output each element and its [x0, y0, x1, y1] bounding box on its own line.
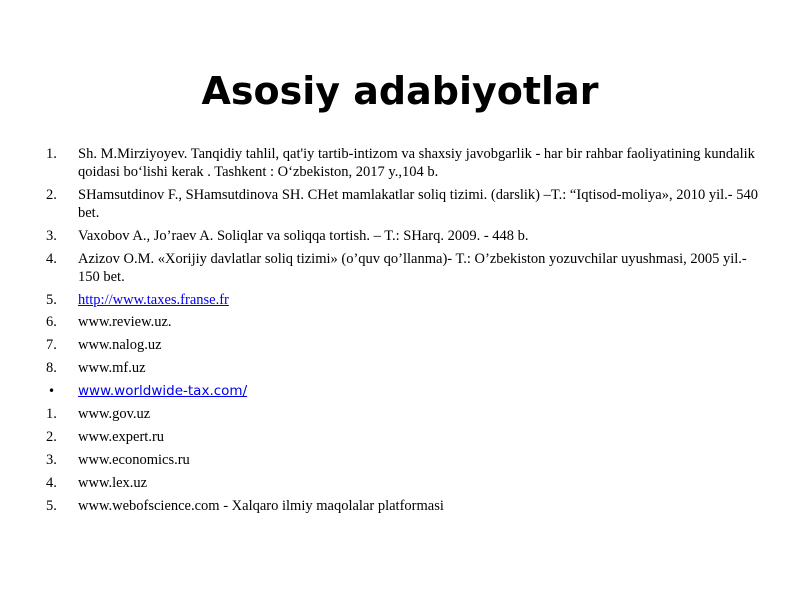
- list-marker: 1.: [46, 146, 57, 162]
- reference-text: Vaxobov A., Jo’raev A. Soliqlar va soliqqa tortish. – T.: SHarq. 2009. - 448 b.: [78, 227, 529, 244]
- reference-text: www.mf.uz: [78, 360, 146, 377]
- reference-text: www.lex.uz: [78, 474, 148, 491]
- reference-text: [78, 382, 766, 400]
- list-marker: 5.: [46, 497, 57, 514]
- reference-text: Azizov O.M. «Xorijiy davlatlar soliq tizimi» (o’quv qo’llanma)- T.: O’zbekiston yozuvchilar uyushmasi, 2005 yil.- 150 bet.: [78, 250, 747, 285]
- list-item: [46, 497, 766, 515]
- list-marker: 1.: [46, 406, 57, 423]
- reference-text: www.review.uz.: [78, 314, 172, 331]
- list-marker: 4.: [46, 474, 57, 491]
- reference-text: SHamsutdinov F., SHamsutdinova SH. CHet mamlakatlar soliq tizimi. (darslik) –T.: “Iqtisod-moliya», 2010 yil.- 540 bet.: [78, 186, 759, 221]
- list-marker: 4.: [46, 250, 57, 267]
- list-marker: 3.: [46, 451, 57, 468]
- reference-text: www.gov.uz: [78, 406, 151, 423]
- list-marker: 8.: [46, 360, 57, 377]
- list-marker: 6.: [46, 314, 57, 331]
- taxes-france-link[interactable]: http://www.taxes.franse.fr: [78, 291, 229, 308]
- reference-text: www.expert.ru: [78, 428, 165, 445]
- list-marker: 7.: [46, 337, 57, 354]
- list-item: [46, 359, 766, 377]
- list-item: [46, 405, 766, 423]
- list-item: [46, 313, 766, 331]
- list-item: [46, 291, 766, 309]
- bullet-marker: •: [48, 384, 56, 399]
- list-marker: 2.: [46, 428, 57, 445]
- worldwide-tax-link[interactable]: www.worldwide-tax.com/: [78, 383, 248, 400]
- reference-text: www.nalog.uz: [78, 337, 162, 354]
- list-marker: 2.: [46, 186, 57, 203]
- list-item: [46, 145, 766, 181]
- list-marker: 5.: [46, 291, 57, 308]
- list-item: [46, 336, 766, 354]
- reference-text: [78, 291, 766, 309]
- reference-list: [46, 145, 766, 519]
- reference-text: Sh. M.Mirziyoyev. Tanqidiy tahlil, qat'iy tartib-intizom va shaxsiy javobgarlik - har bir rahbar faoliyatining kundalik qoidasi bo‘lishi kerak . Tashkent : O‘zbekiston, 2017 y.,104 b.: [78, 146, 755, 180]
- reference-text: www.webofscience.com - Xalqaro ilmiy maqolalar platformasi: [78, 497, 444, 514]
- list-item: [46, 250, 766, 286]
- list-item: [46, 474, 766, 492]
- list-item: [46, 382, 766, 400]
- slide-title: Asosiy adabiyotlar: [201, 69, 599, 113]
- list-item: [46, 451, 766, 469]
- reference-text: www.economics.ru: [78, 451, 190, 468]
- list-item: [46, 186, 766, 222]
- list-item: [46, 428, 766, 446]
- list-marker: 3.: [46, 227, 57, 244]
- list-item: [46, 227, 766, 245]
